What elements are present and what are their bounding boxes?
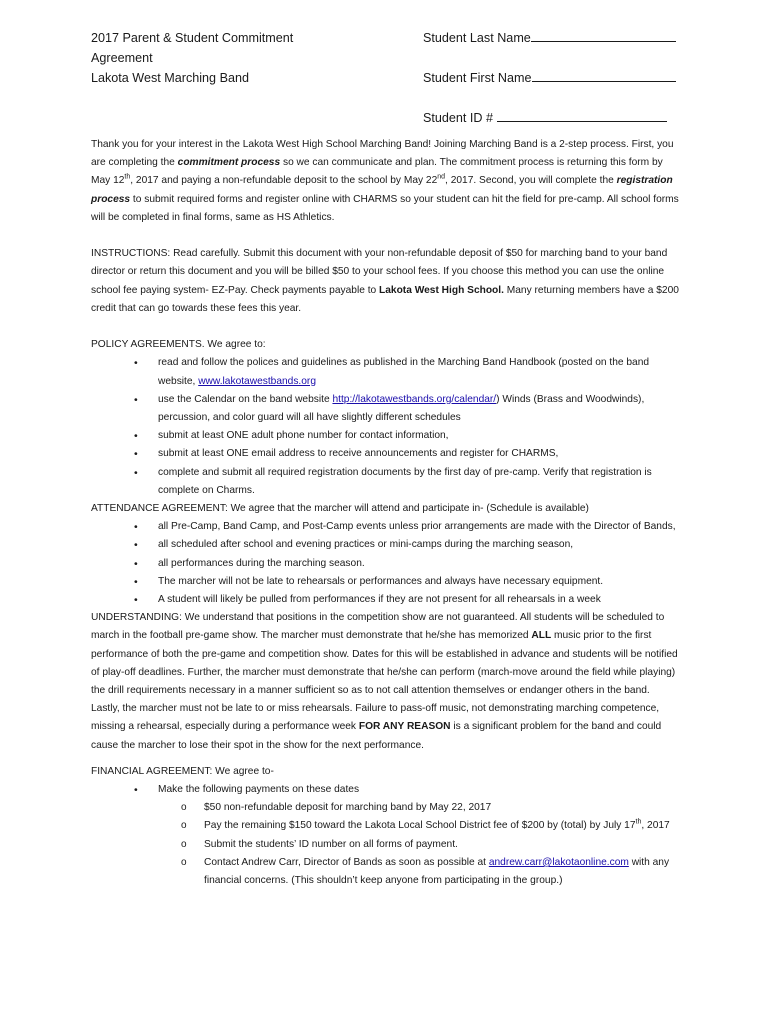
list-item — [91, 391, 681, 427]
sub-list-item: o $50 non-refundable deposit for marching band by May 22, 2017 — [91, 799, 681, 817]
last-name-blank[interactable] — [531, 29, 676, 42]
list-item — [91, 354, 681, 390]
title-line-3: Lakota West Marching Band — [91, 71, 249, 85]
financial-sub-4-rest: with any financial concerns. (This shouldn’t keep anyone from participating in the group.) — [204, 856, 670, 887]
calendar-link[interactable]: http://lakotawestbands.org/calendar/ — [332, 393, 497, 405]
intro-paragraph — [91, 136, 681, 227]
intro-text-7: , 2017. Second, you will complete the — [445, 175, 617, 187]
instructions-text-3: Many returning members have a $200 credit that can go towards these fees this year. — [91, 284, 679, 314]
commitment-process-emphasis: commitment process — [177, 157, 281, 169]
attendance-list — [91, 518, 681, 609]
financial-sub-4-text: Contact Andrew Carr, Director of Bands as soon as possible at — [204, 856, 489, 868]
policy-heading: POLICY AGREEMENTS. We agree to: — [91, 339, 266, 351]
policy-item-2-text: use the Calendar on the band website — [158, 393, 333, 405]
instructions-payee: Lakota West High School. — [379, 284, 504, 296]
intro-text-9: to submit required forms and register online with CHARMS so your student can hit the field for pre-camp. All school forms will be completed in final forms, same as HS Athletics. — [91, 193, 679, 223]
student-id-label: Student ID # — [423, 111, 497, 125]
first-name-field[interactable] — [423, 68, 683, 88]
title-line-2: Agreement — [91, 51, 153, 65]
financial-sub-2-sup: th — [635, 819, 642, 827]
first-name-label: Student First Name — [423, 71, 532, 85]
attendance-heading: ATTENDANCE AGREEMENT: We agree that the marcher will attend and participate in- (Schedule is available) — [91, 503, 589, 515]
registration-process-emphasis: registration process — [91, 175, 673, 205]
intro-sup-nd: nd — [437, 174, 446, 182]
list-item: • all scheduled after school and evening practices or mini-camps during the marching season, — [91, 536, 681, 554]
instructions-paragraph — [91, 245, 681, 318]
instructions-text-1: INSTRUCTIONS: Read carefully. Submit this document with your non-refundable deposit of $50 for marching band to your band director or return this document and you will be billed $50 to your school fees. If you choose this method you can use the online school fee paying system- EZ-Pay. Check payments payable to — [91, 248, 668, 296]
sub-list-item: o Submit the students’ ID number on all forms of payment. — [91, 836, 681, 854]
title-line-1: 2017 Parent & Student Commitment — [91, 31, 294, 45]
list-item: • submit at least ONE email address to receive announcements and register for CHARMS, — [91, 445, 681, 463]
financial-sub-list — [91, 799, 681, 890]
first-name-blank[interactable] — [532, 69, 676, 82]
understanding-any-reason-emphasis: FOR ANY REASON — [358, 721, 451, 733]
band-website-link[interactable]: www.lakotawestbands.org — [198, 375, 316, 387]
intro-text-3: so we can communicate and plan. The commitment process is returning this form by May 12 — [91, 157, 663, 187]
financial-item-1-text: Make the following payments on these dates — [158, 784, 360, 796]
policy-item-1-text: read and follow the polices and guidelines as published in the Marching Band Handbook (posted on the band website, — [158, 357, 650, 387]
understanding-text-5: is a significant problem for the band and could cause the marcher to lose their spot in the show for the next performance. — [91, 721, 662, 751]
list-item: • submit at least ONE adult phone number for contact information, — [91, 427, 681, 445]
list-item: • all Pre-Camp, Band Camp, and Post-Camp events unless prior arrangements are made with the Director of Bands, — [91, 518, 681, 536]
intro-text-1: Thank you for your interest in the Lakota West High School Marching Band! Joining Marching Band is a 2-step process. First, you are completing the — [91, 139, 674, 169]
director-email-link[interactable]: andrew.carr@lakotaonline.com — [488, 856, 629, 868]
document-title-block — [91, 28, 391, 88]
student-id-blank[interactable] — [497, 109, 667, 122]
document-body — [91, 136, 681, 890]
intro-text-5: , 2017 and paying a non-refundable deposit to the school by May 22 — [130, 175, 438, 187]
understanding-text-1: UNDERSTANDING: We understand that positions in the competition show are not guaranteed. All students will be scheduled to march in the football pre-game show. The marcher must demonstrate that he/she has memorized — [91, 612, 665, 642]
sub-list-item — [91, 854, 681, 890]
list-item: • A student will likely be pulled from performances if they are not present for all rehearsals in a week — [91, 591, 681, 609]
understanding-paragraph — [91, 609, 681, 755]
list-item: • complete and submit all required registration documents by the first day of pre-camp. Verify that registration is complete on Charms. — [91, 464, 681, 500]
financial-sub-2-rest: , 2017 — [641, 820, 670, 832]
financial-list — [91, 781, 681, 890]
understanding-all-emphasis: ALL — [531, 630, 552, 642]
policy-item-2-rest: ) Winds (Brass and Woodwinds), percussion, and color guard will all have slightly different schedules — [158, 393, 645, 424]
list-item: • The marcher will not be late to rehearsals or performances and always have necessary equipment. — [91, 573, 681, 591]
financial-sub-2-text: Pay the remaining $150 toward the Lakota Local School District fee of $200 by (total) by July 17 — [204, 820, 636, 832]
understanding-text-3: music prior to the first performance of both the pre-game and competition show. Dates for this will be established in advance and students will be notified of play-off deadlines. Further, the marcher must demonstrate that he/she can perform (march-move around the field while playing) the drill requirements necessary in a manner sufficient so as to not call attention themselves or endanger others in the band. Lastly, the marcher must not be late to or miss rehearsals. Failure to pass-off music, not demonstrating marching competence, missing a rehearsal, especially during a performance week — [91, 630, 678, 733]
financial-heading: FINANCIAL AGREEMENT: We agree to- — [91, 765, 274, 777]
policy-list — [91, 354, 681, 500]
intro-sup-th: th — [124, 174, 131, 182]
student-id-field[interactable] — [423, 108, 683, 128]
list-item: • all performances during the marching season. — [91, 555, 681, 573]
sub-list-item — [91, 817, 681, 835]
last-name-label: Student Last Name — [423, 31, 531, 45]
last-name-field[interactable] — [423, 28, 683, 48]
list-item — [91, 781, 681, 890]
